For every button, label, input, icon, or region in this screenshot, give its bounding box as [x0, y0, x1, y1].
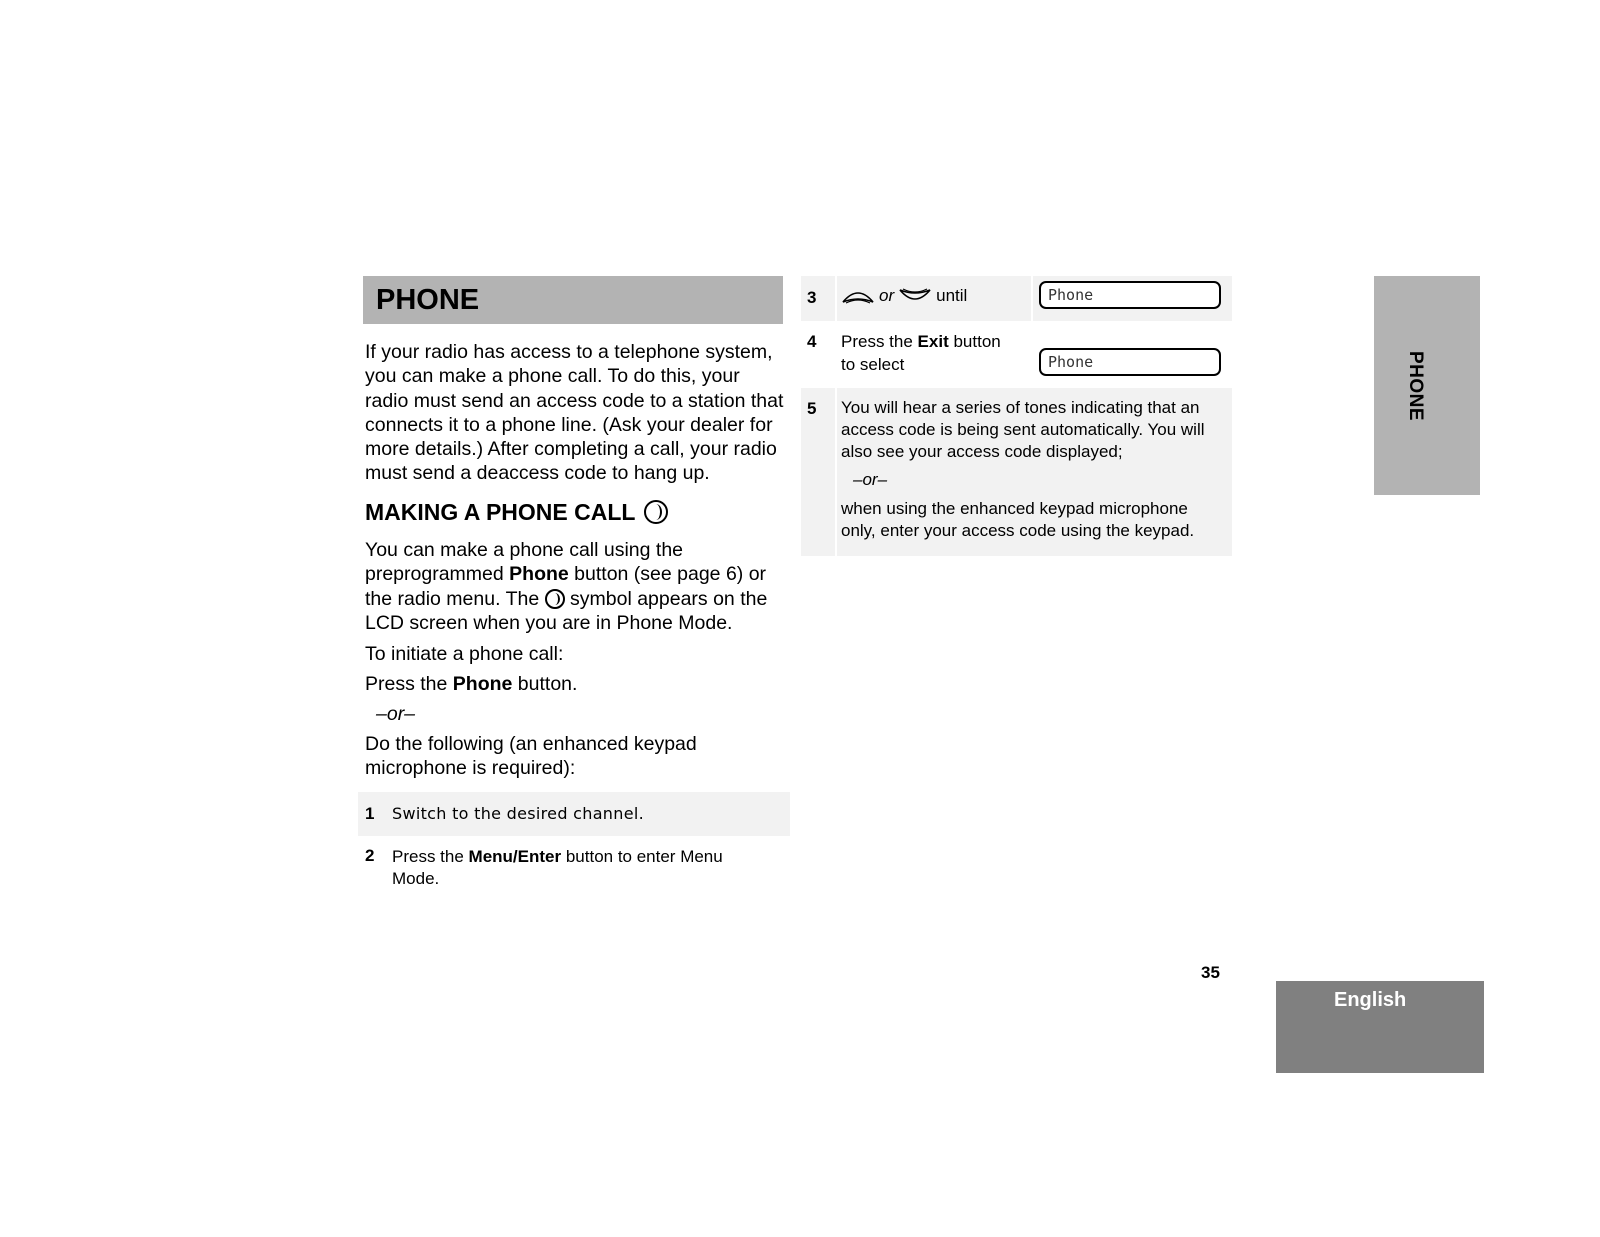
language-tab — [1276, 981, 1484, 1073]
step-text: when using the enhanced keypad microphone only, enter your access code using the keypad. — [841, 499, 1195, 540]
or-separator: –or– — [376, 703, 416, 725]
phone-mode-icon — [644, 500, 668, 524]
paragraph-do-following: Do the following (an enhanced keypad microphone is required): — [365, 733, 697, 780]
divider — [835, 388, 837, 556]
divider — [1031, 276, 1033, 321]
section-title: PHONE — [363, 276, 783, 324]
step-text: Switch to the desired channel. — [392, 804, 644, 823]
step-text: Press the Exit button to select — [841, 332, 1001, 374]
or-separator: –or– — [853, 470, 888, 489]
step-text: You will hear a series of tones indicating that an access code is being sent automatically. You will also see your access code displayed; — [841, 398, 1205, 461]
phone-mode-icon — [545, 589, 565, 609]
lcd-display: Phone — [1039, 281, 1221, 309]
paragraph-initiate: To initiate a phone call: — [365, 643, 564, 665]
step-text: or until — [841, 286, 967, 306]
language-tab-label: English — [1334, 989, 1407, 1011]
step-row — [801, 388, 1232, 556]
side-tab-phone — [1374, 276, 1480, 495]
up-arrow-icon — [841, 286, 875, 306]
phone-bold: Phone — [509, 563, 569, 586]
subheading-text: MAKING A PHONE CALL — [365, 499, 636, 525]
subheading — [365, 497, 668, 527]
side-tab-label: PHONE — [1405, 351, 1426, 422]
step-number: 3 — [807, 288, 817, 307]
step-number: 4 — [807, 332, 817, 351]
down-arrow-icon — [898, 286, 932, 306]
page-number: 35 — [1201, 963, 1220, 982]
step-number: 1 — [365, 804, 375, 823]
step-number: 2 — [365, 846, 375, 865]
step-text: Press the Menu/Enter button to enter Menu Mode. — [392, 847, 723, 888]
step-row — [358, 846, 790, 890]
step-row — [801, 323, 1232, 388]
step-row — [358, 792, 790, 836]
lcd-display: Phone — [1039, 348, 1221, 376]
step-row — [801, 276, 1232, 321]
step-number: 5 — [807, 399, 817, 418]
divider — [835, 276, 837, 321]
paragraph-phone-button: You can make a phone call using the preprogrammed Phone button (see page 6) or the radio menu. The symbol appears on the LCD screen when you are in Phone Mode. — [365, 539, 768, 634]
intro-paragraph: If your radio has access to a telephone system, you can make a phone call. To do this, your radio must send an access code to a station that connects it to a phone line. (Ask your dealer for more details.) After completing a call, your radio must send a deaccess code to hang up. — [365, 341, 784, 485]
paragraph-press-phone: Press the Phone button. — [365, 673, 578, 695]
